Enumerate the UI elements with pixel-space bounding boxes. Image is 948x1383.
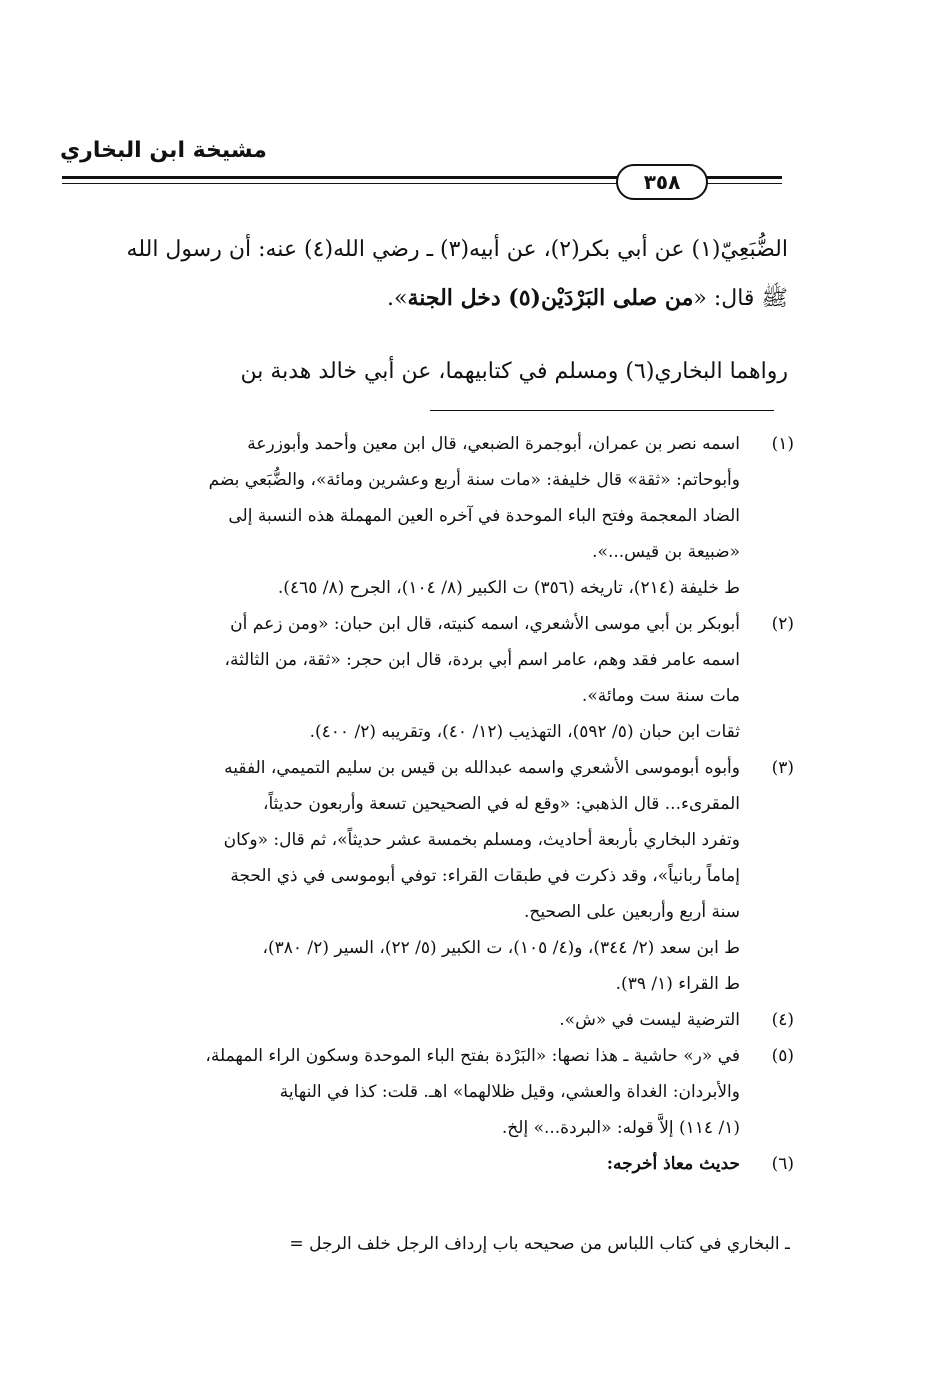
continuation-line: ـ البخاري في كتاب اللباس من صحيحه باب إرداف الرجل خلف الرجل = [289, 1234, 790, 1254]
footnote-line: وتفرد البخاري بأربعة أحاديث، ومسلم بخمسة عشر حديثاً»، ثم قال: «وكان [223, 830, 740, 850]
footnote-number: (١) [771, 434, 794, 454]
footnote-reference: ثقات ابن حبان (٥/ ٥٩٢)، التهذيب (١٢/ ٤٠)، وتقريبه (٢/ ٤٠٠). [309, 722, 740, 742]
main-paragraph-1 [64, 226, 788, 322]
main-line [64, 274, 788, 322]
footnote-line: أبوبكر بن أبي موسى الأشعري، اسمه كنيته، قال ابن حبان: «ومن زعم أن [230, 614, 740, 634]
footnotes [60, 426, 794, 1182]
footnote [60, 1038, 794, 1146]
page-number: ٣٥٨ [616, 164, 708, 200]
hadith-text: من صلى البَرْدَيْن(٥) دخل الجنة [407, 285, 694, 311]
footnote-line: «ضبيعة بن قيس...». [592, 542, 740, 562]
footnote-line: الترضية ليست في «ش». [559, 1010, 740, 1030]
footnote [60, 750, 794, 1002]
footnote-line: اسمه عامر فقد وهم، عامر اسم أبي بردة، قال ابن حجر: «ثقة، من الثالثة، [224, 650, 740, 670]
footnote-number: (٢) [771, 614, 794, 634]
main-line: رواهما البخاري(٦) ومسلم في كتابيهما، عن أبي خالد هدبة بن [240, 359, 788, 384]
footnote-line: وأبوه أبوموسى الأشعري واسمه عبدالله بن قيس بن سليم التميمي، الفقيه [224, 758, 740, 778]
footnote-reference: ط القراء (١/ ٣٩). [615, 974, 740, 994]
main-line: الضُّبَعِيّ(١) عن أبي بكر(٢)، عن أبيه(٣) ـ رضي الله(٤) عنه: أن رسول الله [126, 237, 788, 262]
footnote-number: (٦) [771, 1154, 794, 1174]
footnote-line: والأبردان: الغداة والعشي، وقيل ظلالهما» اهـ. قلت: كذا في النهاية [279, 1082, 740, 1102]
footnote-number: (٥) [771, 1046, 794, 1066]
footnote-line: مات سنة ست ومائة». [581, 686, 740, 706]
footnote [60, 606, 794, 750]
footnote-line: الضاد المعجمة وفتح الباء الموحدة في آخره العين المهملة هذه النسبة إلى [228, 506, 740, 526]
footnote-line: سنة أربع وأربعين على الصحيح. [523, 902, 740, 922]
footnote-line: وأبوحاتم: «ثقة» قال خليفة: «مات سنة أربع وعشرين ومائة»، والضُّبَعي بضم [208, 470, 740, 490]
footnote [60, 1146, 794, 1182]
main-line-suffix: ». [387, 286, 408, 311]
footnote [60, 426, 794, 606]
footnote-divider [430, 410, 774, 411]
footnote-reference: ط ابن سعد (٢/ ٣٤٤)، و(٤/ ١٠٥)، ت الكبير (٥/ ٢٢)، السير (٢/ ٣٨٠)، [262, 938, 740, 958]
footnote-reference: ط خليفة (٢١٤)، تاريخه (٣٥٦) ت الكبير (٨/ ١٠٤)، الجرح (٨/ ٤٦٥). [277, 578, 740, 598]
footnote [60, 1002, 794, 1038]
main-paragraph-2 [64, 348, 788, 396]
footnote-line: المقرىء... قال الذهبي: «وقع له في الصحيحين تسعة وأربعون حديثاً، [262, 794, 740, 814]
running-title: مشيخة ابن البخاري [60, 138, 267, 163]
footnote-line: (١/ ١١٤) إلاَّ قوله: «البردة...» إلخ. [501, 1118, 740, 1138]
main-line-prefix: ﷺ قال: « [693, 286, 788, 311]
footnote-line: في «ر» حاشية ـ هذا نصها: «البَرْدة بفتح الباء الموحدة وسكون الراء المهملة، [205, 1046, 740, 1066]
footnote-line: اسمه نصر بن عمران، أبوجمرة الضبعي، قال ابن معين وأحمد وأبوزرعة [247, 434, 740, 454]
footnote-number: (٣) [771, 758, 794, 778]
footnote-line: إماماً ربانياً»، وقد ذكرت في طبقات القراء: توفي أبوموسى في ذي الحجة [230, 866, 740, 886]
footnote-number: (٤) [771, 1010, 794, 1030]
footnote-line: حديث معاذ أخرجه: [606, 1154, 740, 1174]
